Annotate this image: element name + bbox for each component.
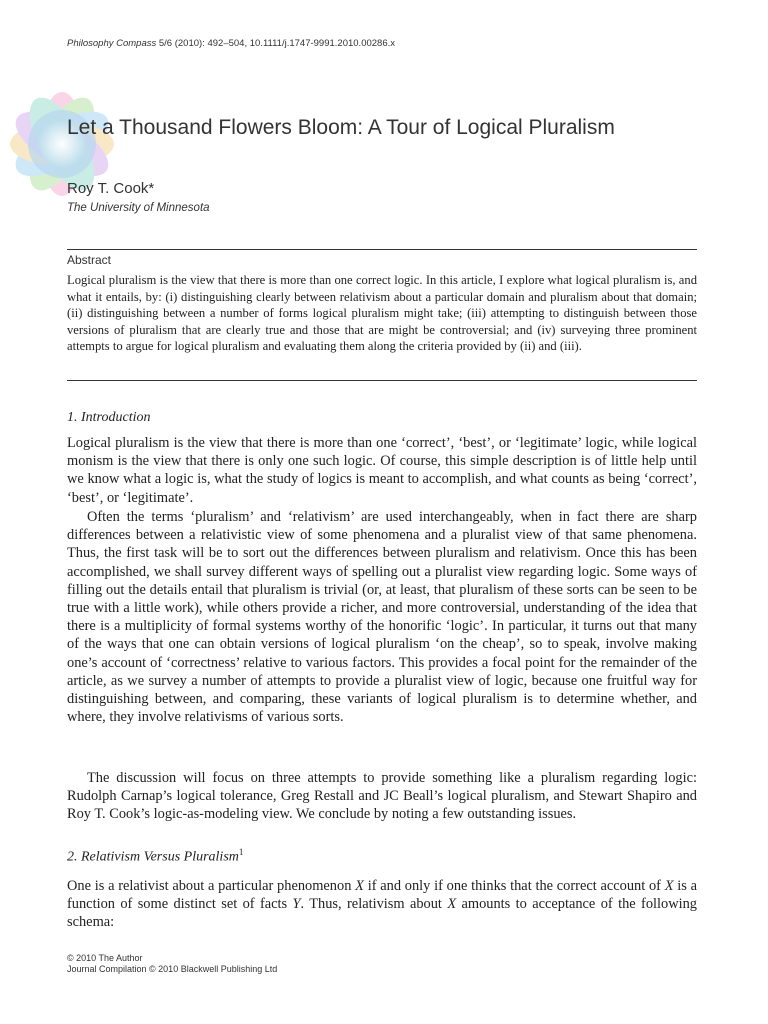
page-footer bbox=[67, 953, 277, 975]
intro-paragraph-1: Logical pluralism is the view that there is more than one ‘correct’, ‘best’, or ‘legitimate’ logic, while logical monism is the view that there is only one such logic. Of course, this simple description is of little help until we know what a logic is, what the study of logics is meant to accomplish, and what counts as being ‘correct’, ‘best’, or ‘legitimate’. bbox=[67, 435, 697, 506]
intro-paragraph-3: The discussion will focus on three attempts to provide something like a pluralism regarding logic: Rudolph Carnap’s logical tolerance, Greg Restall and JC Beall’s logical pluralism, and Stewart Shapiro and Roy T. Cook’s logic-as-modeling view. We conclude by noting a few outstanding issues. bbox=[67, 770, 697, 823]
copyright-line: © 2010 The Author bbox=[67, 953, 143, 963]
text-run: amounts to acceptance of the following schema: bbox=[67, 896, 697, 931]
intro-paragraph-2: Often the terms ‘pluralism’ and ‘relativism’ are used interchangeably, when in fact there are sharp differences between a relativistic view of some phenomena and a pluralist view of that same phenomena. Thus, the first task will be to sort out the differences between pluralism and relativism. Once this has been accomplished, we shall survey different ways of spelling out a pluralist view regarding logic. Some ways of filling out the details entail that pluralism is trivial (or, at least, that pluralism of these sorts can be seen to be true with a little work), while others provide a richer, and more controversial, understanding of the idea that there is a multiplicity of formal systems worthy of the honorific ‘logic’. In particular, it turns out that many of the ways that one can obtain versions of logical pluralism ‘on the cheap’, so to speak, involve making one’s account of ‘correctness’ relative to various factors. This provides a focal point for the remainder of the article, as we survey a number of attempts to provide a pluralist view of logic, because one fruitful way for distinguishing between, and comparing, these variants of logical pluralism is to determine whether, and where, they involve relativisms of various sorts. bbox=[67, 509, 697, 726]
variable-x: X bbox=[355, 878, 364, 894]
text-run: if and only if one thinks that the correct account of bbox=[363, 878, 665, 894]
section-heading-relativism bbox=[67, 847, 243, 866]
running-header bbox=[67, 38, 395, 49]
author-name: Roy T. Cook* bbox=[67, 180, 155, 197]
abstract-bottom-rule bbox=[67, 380, 697, 381]
journal-name: Philosophy Compass bbox=[67, 38, 157, 49]
citation: 5/6 (2010): 492–504, 10.1111/j.1747-9991.2010.00286.x bbox=[156, 38, 396, 49]
article-title: Let a Thousand Flowers Bloom: A Tour of Logical Pluralism bbox=[67, 116, 615, 139]
variable-y: Y bbox=[292, 896, 301, 913]
variable-x: X bbox=[664, 878, 674, 894]
author-affiliation: The University of Minnesota bbox=[67, 202, 210, 214]
variable-x: X bbox=[447, 896, 457, 913]
abstract-heading: Abstract bbox=[67, 253, 112, 267]
footnote-marker[interactable]: 1 bbox=[238, 847, 244, 857]
compilation-line: Journal Compilation © 2010 Blackwell Publishing Ltd bbox=[67, 964, 278, 974]
relativism-paragraph-1 bbox=[67, 877, 697, 932]
abstract-text: Logical pluralism is the view that there is more than one correct logic. In this article, I explore what logical pluralism is, and what it entails, by: (i) distinguishing clearly between relativism about a particular domain and pluralism about that domain; (ii) distinguishing between a number of forms logical pluralism might take; (iii) attempting to distinguish between those versions of pluralism that are clearly true and those that are might be controversial; and (iv) surveying three prominent attempts to argue for logical pluralism and evaluating them along the criteria provided by (ii) and (iii). bbox=[67, 273, 697, 353]
text-run: is a function of some distinct set of facts bbox=[67, 878, 697, 913]
text-run: . Thus, relativism about bbox=[300, 896, 448, 913]
section-heading-text: 2. Relativism Versus Pluralism bbox=[67, 849, 239, 865]
abstract-top-rule bbox=[67, 249, 697, 250]
section-heading-introduction: 1. Introduction bbox=[67, 410, 151, 425]
text-run: One is a relativist about a particular phenomenon bbox=[67, 878, 356, 894]
